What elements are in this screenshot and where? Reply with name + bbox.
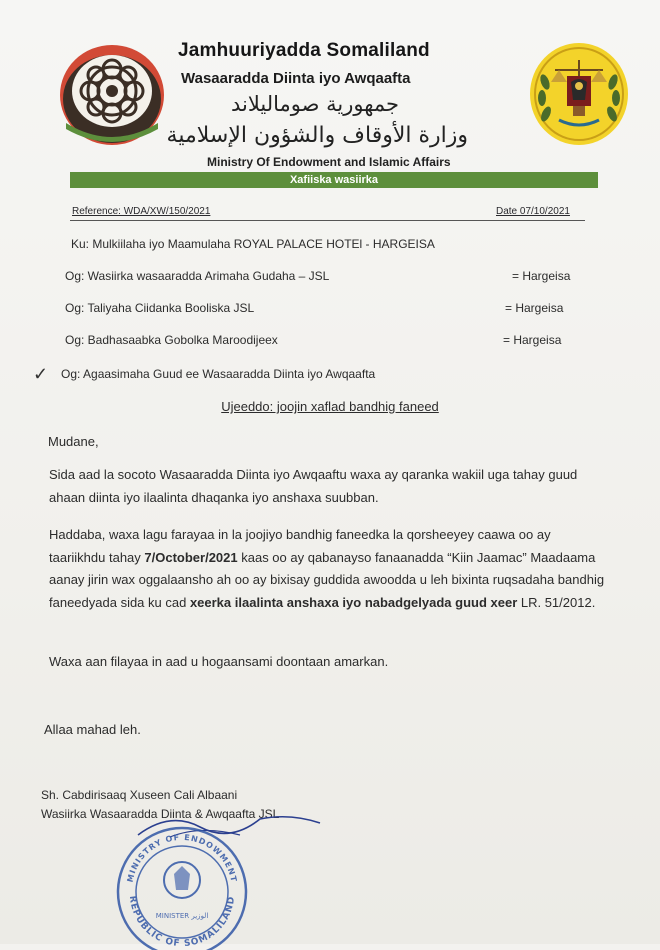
law-reference: xeerka ilaalinta anshaxa iyo nabadgelyada guud xeer xyxy=(189,594,518,610)
official-stamp xyxy=(108,820,256,950)
cc-location: = Hargeisa xyxy=(505,301,564,315)
ministry-title-english: Ministry Of Endowment and Islamic Affairs xyxy=(207,155,451,169)
event-date: 7/October/2021 xyxy=(144,549,238,565)
reference-number: Reference: WDA/XW/150/2021 xyxy=(72,206,211,217)
republic-title: Jamhuuriyadda Somaliland xyxy=(178,40,430,61)
svg-text:MINISTER الوزير: MINISTER الوزير xyxy=(155,912,209,920)
letter-subject: Ujeeddo: joojin xaflad bandhig faneed xyxy=(221,399,439,414)
svg-text:REPUBLIC OF SOMALILAND: REPUBLIC OF SOMALILAND xyxy=(126,895,238,950)
coat-of-arms-logo xyxy=(529,42,629,146)
cc-line: Og: Wasiirka wasaaradda Arimaha Gudaha – JSL xyxy=(65,269,330,283)
recipient-to: Ku: Mulkiilaha iyo Maamulaha ROYAL PALACE HOTEl - HARGEISA xyxy=(71,237,435,251)
cc-line: Og: Taliyaha Ciidanka Booliska JSL xyxy=(65,301,255,315)
signatory-title: Wasiirka Wasaaradda Diinta & Awqaafta JSL xyxy=(41,807,280,821)
office-band: Xafiiska wasiirka xyxy=(70,172,598,188)
svg-text:MINISTRY OF ENDOWMENT: MINISTRY OF ENDOWMENT xyxy=(125,832,239,884)
salutation: Mudane, xyxy=(48,434,99,449)
body-paragraph-2: Haddaba, waxa lagu farayaa in la joojiyo bandhig faneedka la qorsheeyey caawa oo ay taariikhdu tahay 7/October/2021 kaas oo ay qabanayso fanaanadda “Kiin Jaamac” Maadaama aanay jirin wax oggalaansho ah oo ay bixisay guddida awoodda u leh bixinta ruqsadaha bandhig faneedyada sida ku cad xeerka ilaalinta anshaxa iyo nabadgelyada guud xeer LR. 51/2012. xyxy=(49,527,605,610)
signatory-name: Sh. Cabdirisaaq Xuseen Cali Albaani xyxy=(41,788,238,802)
body-paragraph-1: Sida aad la socoto Wasaaradda Diinta iyo Awqaaftu waxa ay qaranka wakiil uga tahay guud ahaan diinta iyo ilaalinta dhaqanka iyo anshaxa suubban. xyxy=(49,467,578,505)
republic-title-arabic: جمهورية صوماليلاند xyxy=(230,92,400,116)
cc-line: Og: Badhasaabka Gobolka Maroodijeex xyxy=(65,333,278,347)
ministry-title-somali: Wasaaradda Diinta iyo Awqaafta xyxy=(181,70,411,87)
letter-date: Date 07/10/2021 xyxy=(496,206,570,217)
ministry-emblem-logo xyxy=(58,43,166,147)
divider xyxy=(70,220,585,221)
cc-location: = Hargeisa xyxy=(512,269,571,283)
closing: Allaa mahad leh. xyxy=(44,722,141,737)
ministry-title-arabic: وزارة الأوقاف والشؤون الإسلامية xyxy=(166,123,468,148)
cc-line: Og: Agaasimaha Guud ee Wasaaradda Diinta iyo Awqaafta xyxy=(61,367,376,381)
cc-location: = Hargeisa xyxy=(503,333,562,347)
checkmark-icon: ✓ xyxy=(33,364,49,384)
body-paragraph-3: Waxa aan filayaa in aad u hogaansami doontaan amarkan. xyxy=(49,654,389,669)
